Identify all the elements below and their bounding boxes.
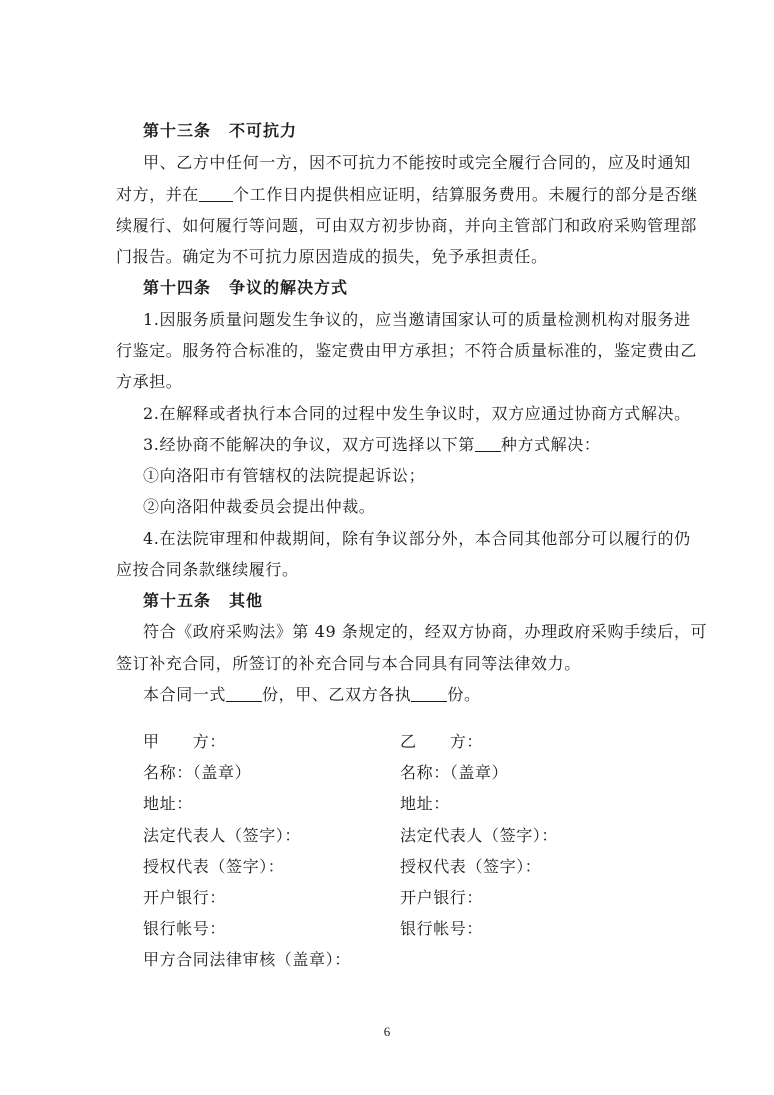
party-a-account: 银行帐号： — [143, 919, 227, 938]
art15-line-2: 签订补充合同，所签订的补充合同与本合同具有同等法律效力。 — [116, 654, 581, 673]
article-13-title: 不可抗力 — [229, 121, 298, 140]
article-15-heading — [143, 591, 663, 611]
art14-option-2: ②向洛阳仲裁委员会提出仲裁。 — [143, 497, 376, 516]
party-b-address: 地址： — [400, 794, 450, 813]
party-b-name: 名称：（盖章） — [400, 763, 509, 782]
party-b-account: 银行帐号： — [400, 919, 484, 938]
article-15-number: 第十五条 — [143, 591, 212, 610]
blank-copies-total — [226, 685, 262, 702]
page-number: 6 — [383, 1024, 391, 1039]
art14-p3: 3.经协商不能解决的争议，双方可选择以下第 种方式解决： — [143, 435, 601, 454]
blank-copies-each — [411, 685, 447, 702]
art15-line-1: 符合《政府采购法》第 49 条规定的，经双方协商，办理政府采购手续后，可 — [143, 622, 708, 641]
party-b-legal-rep: 法定代表人（签字）： — [400, 826, 559, 845]
party-a-name: 名称：（盖章） — [143, 763, 252, 782]
art13-line-4: 门报告。确定为不可抗力原因造成的损失，免予承担责任。 — [116, 247, 548, 266]
blank-workdays — [199, 185, 233, 202]
party-a-legal-rep: 法定代表人（签字）： — [143, 826, 302, 845]
art13-line-2: 对方，并在 个工作日内提供相应证明，结算服务费用。未履行的部分是否继 — [116, 185, 698, 204]
party-b-label: 乙 方： — [400, 732, 484, 751]
article-14-number: 第十四条 — [143, 278, 212, 297]
article-14-heading — [143, 278, 663, 298]
article-13-number: 第十三条 — [143, 121, 212, 140]
art14-p2: 2.在解释或者执行本合同的过程中发生争议时，双方应通过协商方式解决。 — [143, 404, 691, 423]
party-a-bank: 开户银行： — [143, 888, 227, 907]
article-15-title: 其他 — [229, 591, 264, 610]
art14-p4-line-2: 应按合同条款继续履行。 — [116, 560, 299, 579]
art15-line-3: 本合同一式 份，甲、乙双方各执 份。 — [143, 685, 481, 704]
art14-p4-line-1: 4.在法院审理和仲裁期间，除有争议部分外，本合同其他部分可以履行的仍 — [143, 529, 691, 548]
party-a-label: 甲 方： — [143, 732, 227, 751]
art13-line-1: 甲、乙方中任何一方，因不可抗力不能按时或完全履行合同的，应及时通知 — [143, 153, 691, 172]
art14-option-1: ①向洛阳市有管辖权的法院提起诉讼； — [143, 466, 426, 485]
art14-p1-line-1: 1.因服务质量问题发生争议的，应当邀请国家认可的质量检测机构对服务进 — [143, 310, 691, 329]
article-14-title: 争议的解决方式 — [229, 278, 349, 297]
art13-line-3: 续履行、如何履行等问题，可由双方初步协商，并向主管部门和政府采购管理部 — [116, 216, 698, 235]
article-13-heading — [143, 121, 663, 141]
party-a-legal-review: 甲方合同法律审核（盖章）： — [143, 950, 351, 969]
art14-p1-line-2: 行鉴定。服务符合标准的，鉴定费由甲方承担；不符合质量标准的，鉴定费由乙 — [116, 341, 698, 360]
art14-p1-line-3: 方承担。 — [116, 372, 183, 391]
party-a-address: 地址： — [143, 794, 193, 813]
blank-option-number — [475, 435, 501, 452]
party-a-auth-rep: 授权代表（签字）： — [143, 857, 285, 876]
party-b-bank: 开户银行： — [400, 888, 484, 907]
party-b-auth-rep: 授权代表（签字）： — [400, 857, 542, 876]
